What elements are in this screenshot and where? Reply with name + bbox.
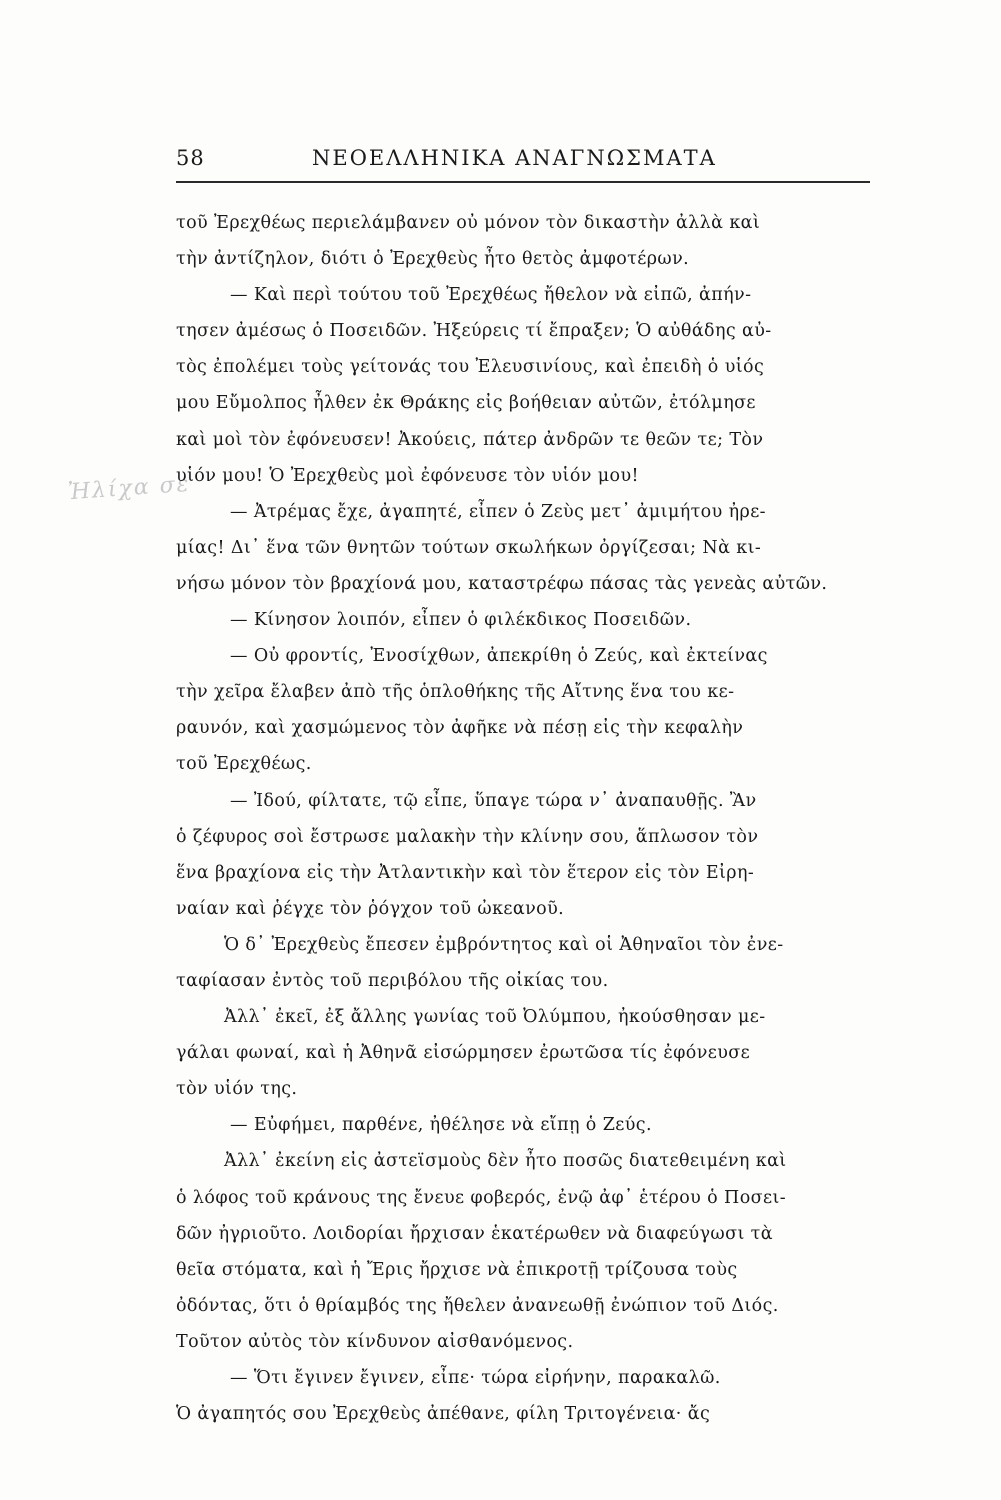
running-title: ΝΕΟΕΛΛΗΝΙΚΑ ΑΝΑΓΝΩΣΜΑΤΑ xyxy=(312,146,717,170)
text-line: ἕνα βραχίονα εἰς τὴν Ἀτλαντικὴν καὶ τὸν ἕτερον εἰς τὸν Εἰρη- xyxy=(176,862,755,883)
text-line: — Εὐφήμει, παρθένε, ἠθέλησε νὰ εἴπῃ ὁ Ζεύς. xyxy=(230,1115,652,1136)
text-line: Ὁ ἀγαπητός σου Ἐρεχθεὺς ἀπέθανε, φίλη Τριτογένεια· ἄς xyxy=(176,1404,711,1425)
text-line: τὴν χεῖρα ἔλαβεν ἀπὸ τῆς ὁπλοθήκης τῆς Αἴτνης ἕνα του κε- xyxy=(176,682,735,703)
text-line: μου Εὔμολπος ἦλθεν ἐκ Θράκης εἰς βοήθειαν αὐτῶν, ἐτόλμησε xyxy=(176,393,756,414)
body-text xyxy=(176,205,876,1432)
text-line: γάλαι φωναί, καὶ ἡ Ἀθηνᾶ εἰσώρμησεν ἐρωτῶσα τίς ἐφόνευσε xyxy=(176,1043,751,1064)
text-line: τοῦ Ἐρεχθέως. xyxy=(176,754,312,775)
text-line: ραυνόν, καὶ χασμώμενος τὸν ἀφῆκε νὰ πέσῃ εἰς τὴν κεφαλὴν xyxy=(176,718,744,739)
text-line: — Καὶ περὶ τούτου τοῦ Ἐρεχθέως ἤθελον νὰ εἰπῶ, ἀπήν- xyxy=(230,285,752,306)
text-line: ταφίασαν ἐντὸς τοῦ περιβόλου τῆς οἰκίας του. xyxy=(176,970,609,991)
text-line: — Κίνησον λοιπόν, εἶπεν ὁ φιλέκδικος Ποσειδῶν. xyxy=(230,610,692,631)
margin-handwriting: Ἠλίχα σε xyxy=(67,471,192,506)
text-line: τὸν υἱόν της. xyxy=(176,1079,298,1100)
text-line: υἱόν μου! Ὁ Ἐρεχθεὺς μοὶ ἐφόνευσε τὸν υἱόν μου! xyxy=(176,465,639,486)
text-line: τοῦ Ἐρεχθέως περιελάμβανεν οὐ μόνον τὸν δικαστὴν ἀλλὰ καὶ xyxy=(176,213,761,233)
text-line: τησεν ἀμέσως ὁ Ποσειδῶν. Ἠξεύρεις τί ἔπραξεν; Ὁ αὐθάδης αὐ- xyxy=(176,321,772,342)
text-line: ναίαν καὶ ῥέγχε τὸν ῥόγχον τοῦ ὠκεανοῦ. xyxy=(176,898,565,919)
text-line: ὁ ζέφυρος σοὶ ἔστρωσε μαλακὴν τὴν κλίνην σου, ἅπλωσον τὸν xyxy=(176,826,759,847)
text-line: — Ὅτι ἔγινεν ἔγινεν, εἶπε· τώρα εἰρήνην, παρακαλῶ. xyxy=(230,1368,721,1388)
text-line: — Ἰδού, φίλτατε, τῷ εἶπε, ὕπαγε τώρα ν᾽ ἀναπαυθῇς. Ἂν xyxy=(230,790,757,811)
text-line: ὀδόντας, ὅτι ὁ θρίαμβός της ἤθελεν ἀνανεωθῇ ἐνώπιον τοῦ Διός. xyxy=(176,1295,779,1316)
text-line: καὶ μοὶ τὸν ἐφόνευσεν! Ἀκούεις, πάτερ ἀνδρῶν τε θεῶν τε; Τὸν xyxy=(176,429,764,450)
text-line: δῶν ἠγριοῦτο. Λοιδορίαι ἤρχισαν ἑκατέρωθεν νὰ διαφεύγωσι τὰ xyxy=(176,1223,773,1244)
text-line: — Οὐ φροντίς, Ἐνοσίχθων, ἀπεκρίθη ὁ Ζεύς, καὶ ἐκτείνας xyxy=(230,646,768,667)
page-number: 58 xyxy=(176,146,205,170)
text-line: Ἀλλ᾽ ἐκεῖ, ἐξ ἄλλης γωνίας τοῦ Ὀλύμπου, ἠκούσθησαν με- xyxy=(224,1007,766,1028)
text-line: νήσω μόνον τὸν βραχίονά μου, καταστρέφω πάσας τὰς γενεὰς αὐτῶν. xyxy=(176,573,828,594)
text-line: — Ἀτρέμας ἔχε, ἀγαπητέ, εἶπεν ὁ Ζεὺς μετ᾽ ἀμιμήτου ἠρε- xyxy=(230,501,766,522)
text-line: Ἀλλ᾽ ἐκείνη εἰς ἀστεϊσμοὺς δὲν ἦτο ποσῶς διατεθειμένη καὶ xyxy=(224,1151,787,1172)
header-rule xyxy=(176,181,870,183)
text-line: μίας! Δι᾽ ἕνα τῶν θνητῶν τούτων σκωλήκων ὀργίζεσαι; Νὰ κι- xyxy=(176,537,762,558)
text-line: Ὁ δ᾽ Ἐρεχθεὺς ἔπεσεν ἐμβρόντητος καὶ οἱ Ἀθηναῖοι τὸν ἐνε- xyxy=(224,934,784,955)
text-line: τὸς ἐπολέμει τοὺς γείτονάς του Ἐλευσινίους, καὶ ἐπειδὴ ὁ υἱός xyxy=(176,357,765,378)
page-header xyxy=(176,146,870,180)
text-line: Τοῦτον αὐτὸς τὸν κίνδυνον αἰσθανόμενος. xyxy=(176,1331,574,1352)
text-line: ὁ λόφος τοῦ κράνους της ἔνευε φοβερός, ἐνῷ ἀφ᾽ ἑτέρου ὁ Ποσει- xyxy=(176,1187,787,1208)
text-line: τὴν ἀντίζηλον, διότι ὁ Ἐρεχθεὺς ἦτο θετὸς ἀμφοτέρων. xyxy=(176,249,690,270)
text-line: θεῖα στόματα, καὶ ἡ Ἔρις ἤρχισε νὰ ἐπικροτῇ τρίζουσα τοὺς xyxy=(176,1259,738,1280)
